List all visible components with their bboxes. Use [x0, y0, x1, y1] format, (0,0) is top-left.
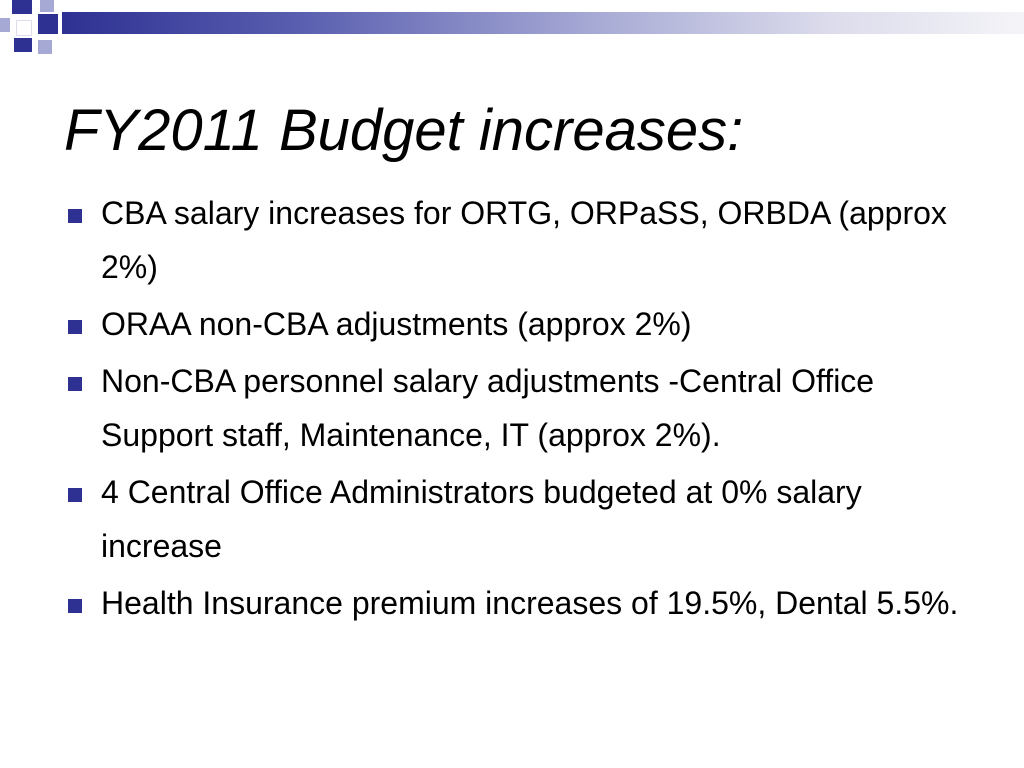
- deco-square: [16, 20, 32, 36]
- square-bullet-icon: [68, 599, 82, 613]
- bullet-item: [64, 297, 964, 351]
- bullet-item: [64, 465, 964, 573]
- deco-square: [0, 0, 10, 10]
- header-decoration: [0, 0, 1024, 64]
- deco-square: [38, 14, 58, 34]
- deco-square: [14, 38, 32, 52]
- bullet-text: ORAA non-CBA adjustments (approx 2%): [101, 306, 692, 342]
- square-bullet-icon: [68, 320, 82, 334]
- bullet-item: [64, 186, 964, 294]
- bullet-text: Non-CBA personnel salary adjustments -Central Office Support staff, Maintenance, IT (approx 2%).: [101, 363, 875, 453]
- square-bullet-icon: [68, 377, 82, 391]
- deco-square: [0, 18, 10, 32]
- square-bullet-icon: [68, 488, 82, 502]
- bullet-list: [64, 186, 964, 633]
- bullet-text: Health Insurance premium increases of 19.5%, Dental 5.5%.: [101, 585, 959, 621]
- bullet-item: [64, 576, 964, 630]
- deco-square: [38, 40, 52, 54]
- deco-square: [12, 0, 32, 14]
- deco-square: [40, 0, 54, 12]
- header-gradient-bar: [62, 12, 1024, 34]
- slide-title: FY2011 Budget increases:: [64, 98, 744, 163]
- bullet-item: [64, 354, 964, 462]
- square-bullet-icon: [68, 209, 82, 223]
- bullet-text: CBA salary increases for ORTG, ORPaSS, ORBDA (approx 2%): [101, 195, 947, 285]
- bullet-text: 4 Central Office Administrators budgeted at 0% salary increase: [101, 474, 862, 564]
